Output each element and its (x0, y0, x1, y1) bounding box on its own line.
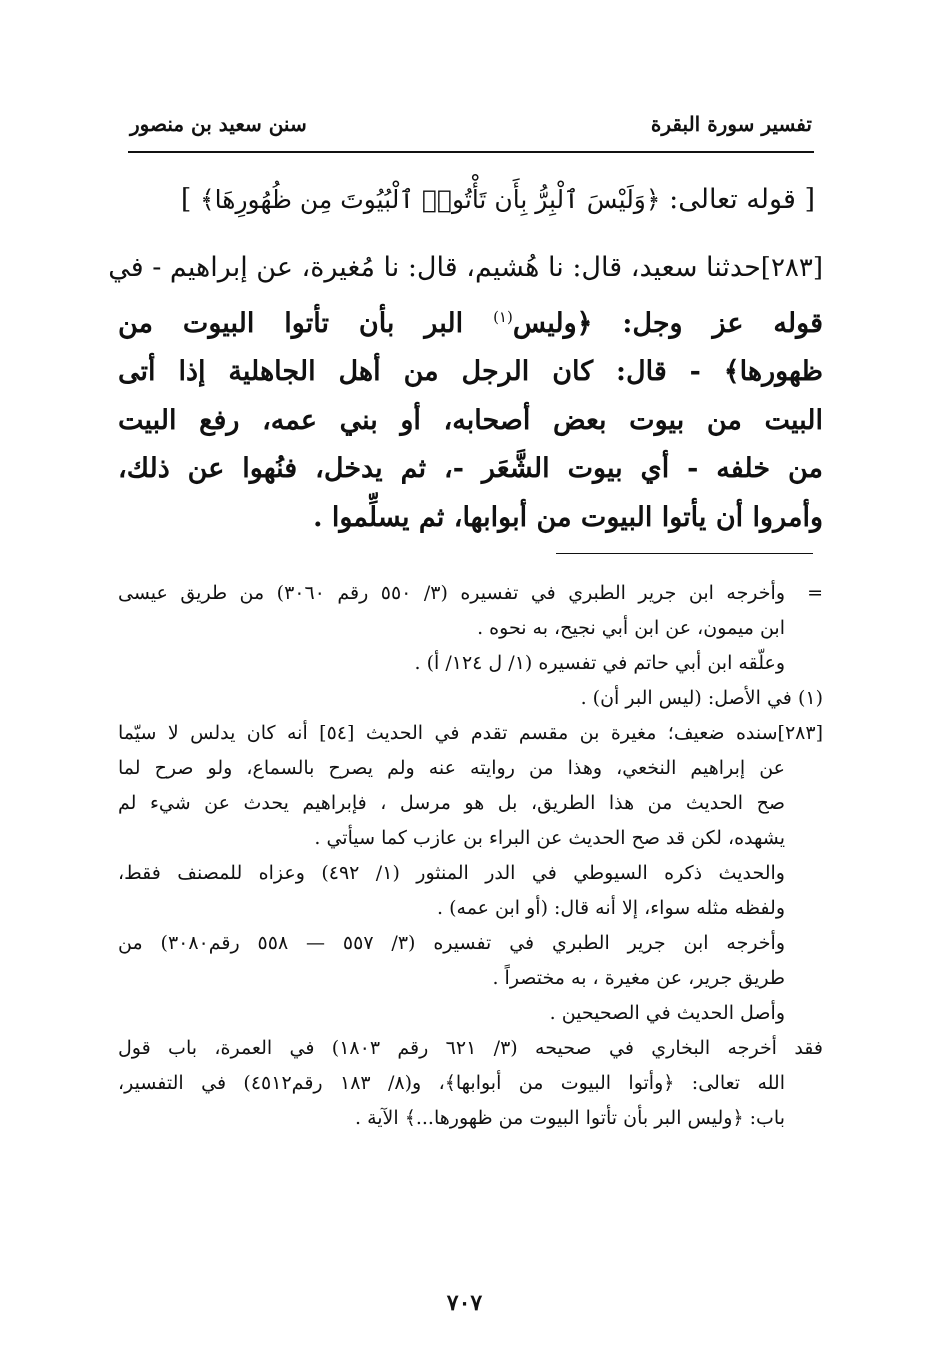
book-title: سنن سعيد بن منصور (130, 112, 307, 136)
footnote-rule (556, 553, 813, 554)
hadith-line: حدثنا سعيد، قال: نا هُشيم، قال: نا مُغيرة، عن إبراهيم - في (108, 252, 761, 283)
note-line: عن إبراهيم النخعي، وهذا من روايته عنه ولم يصرح بالسماع، ولو صرح لما (118, 757, 785, 779)
note-line: والحديث ذكره السيوطي في الدر المنثور (١/ ٤٩٢) وعزاه للمصنف فقط، (118, 862, 785, 884)
note-line: وعلّقه ابن أبي حاتم في تفسيره (١/ ل ١٢٤/ أ) . (414, 652, 785, 674)
hadith-283 (108, 244, 823, 542)
footnote-text: في الأصل: (ليس البر أن) . (580, 687, 792, 709)
note-line: ابن ميمون، عن ابن أبي نجيح، به نحوه . (477, 617, 785, 639)
running-title: تفسير سورة البقرة (650, 112, 812, 136)
continuation-note (118, 576, 823, 681)
note-line: سنده ضعيف؛ مغيرة بن مقسم تقدم في الحديث [٥٤] أنه كان يدلس لا سيّما (118, 722, 778, 744)
hadith-line: ظهورها﴾ - قال: كان الرجل من أهل الجاهلية إذا أتى (118, 356, 823, 387)
hadith-line: قوله عز وجل: ﴿وليس (512, 307, 823, 339)
hadith-line: البيت من بيوت بعض أصحابه، أو بني عمه، رفع البيت (118, 404, 823, 436)
note-line: ولفظه مثله سواء، إلا أنه قال: (أو ابن عمه) . (437, 897, 785, 919)
note-line: الله تعالى: ﴿وأتوا البيوت من أبوابها﴾، و(٨/ ١٨٣ رقم٤٥١٢) في التفسير، (118, 1072, 786, 1094)
note-line: وأخرجه ابن جرير الطبري في تفسيره (٣/ ٥٥٧ — ٥٥٨ رقم٣٠٨٠) من (118, 932, 786, 954)
footnote-1 (118, 681, 823, 716)
footnote-number: (١) (797, 687, 823, 709)
footnotes (118, 576, 823, 1136)
note-line: وأخرجه ابن جرير الطبري في تفسيره (٣/ ٥٥٠ رقم ٣٠٦٠) من طريق عيسى (118, 582, 785, 604)
note-line: طريق جرير، عن مغيرة ، به مختصراً . (492, 967, 785, 989)
verse-close-bracket: ] (180, 184, 192, 215)
continuation-mark: = (807, 582, 823, 604)
verse-intro: قوله تعالى: (669, 184, 796, 215)
note-line: وأصل الحديث في الصحيحين . (549, 1002, 785, 1024)
page-header (118, 112, 812, 148)
note-line: صح الحديث من هذا الطريق، بل هو مرسل ، فإبراهيم يحدث عن شيء لم (118, 792, 785, 814)
hadith-line: من خلفه - أي بيوت الشَّعَر -، ثم يدخل، فنُهوا عن ذلك، (118, 453, 823, 484)
note-line: فقد أخرجه البخاري في صحيحه (٣/ ٦٢١ رقم ١٨٠٣) في العمرة، باب قول (118, 1037, 823, 1059)
note-line: باب: ﴿وليس البر بأن تأتوا البيوت من ظهورها...﴾ الآية . (355, 1107, 785, 1129)
hadith-line: البر بأن تأتوا البيوت من (118, 307, 464, 339)
hadith-number: [٢٨٣] (760, 253, 823, 283)
hadith-line: وأمروا أن يأتوا البيوت من أبوابها، ثم يسلِّموا . (313, 501, 823, 533)
quran-verse: ﴿وَلَيْسَ ٱلْبِرُّ بِأَن تَأْتُوا۟ ٱلْبُيُوتَ مِن ظُهُورِهَا﴾ (200, 185, 661, 214)
verse-open-bracket: [ (804, 184, 815, 215)
footnote-marker: (١) (493, 307, 513, 326)
commentary-283 (118, 716, 823, 1136)
note-line: يشهده، لكن قد صح الحديث عن البراء بن عازب كما سيأتي . (314, 827, 785, 849)
verse-heading (160, 178, 815, 222)
page-number: ٧٠٧ (446, 1290, 483, 1316)
commentary-number: [٢٨٣] (777, 722, 823, 744)
header-rule (128, 151, 814, 153)
